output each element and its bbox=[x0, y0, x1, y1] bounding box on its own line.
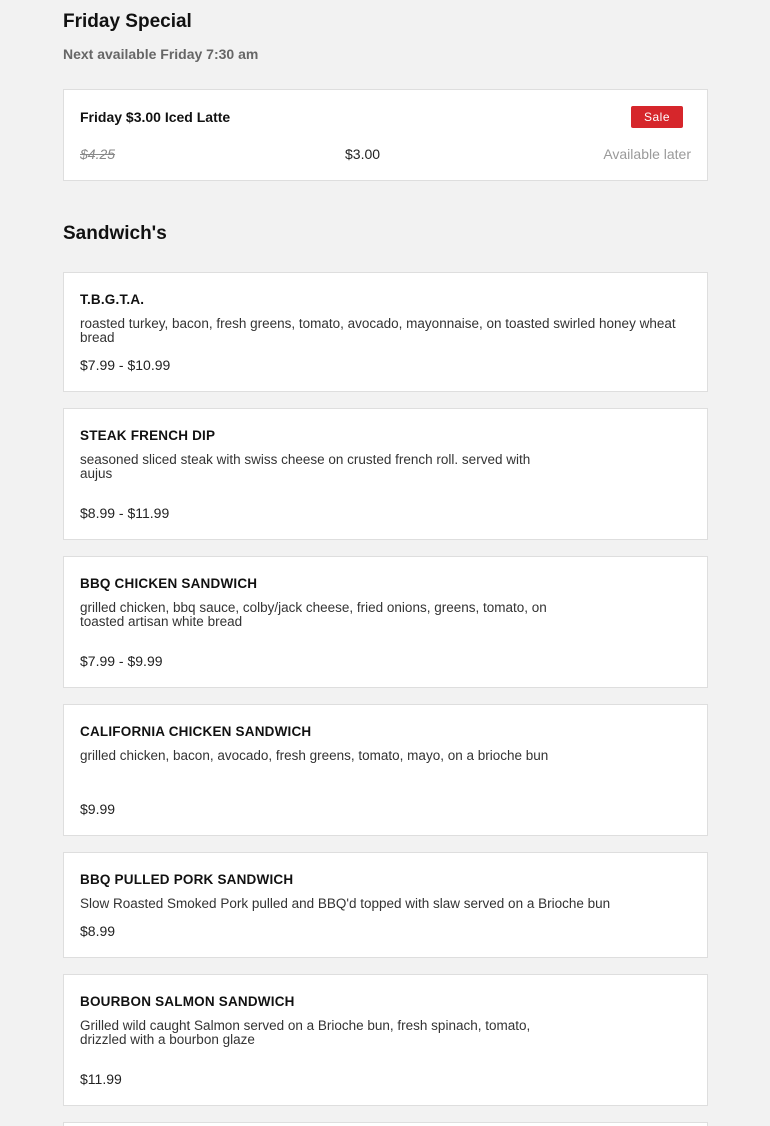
menu-item-name: BBQ PULLED PORK SANDWICH bbox=[80, 872, 294, 887]
menu-item-description: grilled chicken, bbq sauce, colby/jack cheese, fried onions, greens, tomato, on toasted artisan white bread bbox=[80, 600, 547, 629]
menu-item-description: grilled chicken, bacon, avocado, fresh greens, tomato, mayo, on a brioche bun bbox=[80, 748, 549, 763]
menu-item-card[interactable] bbox=[63, 704, 708, 836]
menu-item-name: BBQ CHICKEN SANDWICH bbox=[80, 576, 258, 591]
special-section-title: Friday Special bbox=[63, 11, 192, 32]
special-item-card[interactable] bbox=[63, 89, 708, 181]
menu-item-name: STEAK FRENCH DIP bbox=[80, 428, 216, 443]
menu-item-card[interactable] bbox=[63, 852, 708, 958]
menu-item-price: $11.99 bbox=[80, 1071, 122, 1087]
menu-item-price: $9.99 bbox=[80, 801, 116, 817]
original-price: $4.25 bbox=[80, 146, 116, 162]
special-item-name: Friday $3.00 Iced Latte bbox=[80, 109, 231, 125]
menu-item-price: $8.99 - $11.99 bbox=[80, 505, 170, 521]
menu-item-description: Grilled wild caught Salmon served on a Brioche bun, fresh spinach, tomato, drizzled with a bourbon glaze bbox=[80, 1018, 531, 1047]
menu-item-card[interactable] bbox=[63, 408, 708, 540]
menu-item-price: $8.99 bbox=[80, 923, 116, 939]
menu-item-price: $7.99 - $9.99 bbox=[80, 653, 163, 669]
menu-item-description: seasoned sliced steak with swiss cheese on crusted french roll. served with aujus bbox=[80, 452, 531, 481]
sale-price: $3.00 bbox=[345, 146, 381, 162]
menu-item-card-partial[interactable] bbox=[63, 1122, 708, 1126]
menu-item-card[interactable] bbox=[63, 974, 708, 1106]
menu-item-card[interactable] bbox=[63, 556, 708, 688]
menu-item-description: Slow Roasted Smoked Pork pulled and BBQ'd topped with slaw served on a Brioche bun bbox=[80, 896, 611, 911]
menu-item-name: CALIFORNIA CHICKEN SANDWICH bbox=[80, 724, 312, 739]
menu-item-name: T.B.G.T.A. bbox=[80, 292, 145, 307]
availability-status: Available later bbox=[603, 146, 691, 162]
menu-item-description: roasted turkey, bacon, fresh greens, tomato, avocado, mayonnaise, on toasted swirled honey wheat bread bbox=[80, 316, 676, 345]
menu-item-name: BOURBON SALMON SANDWICH bbox=[80, 994, 295, 1009]
sale-badge: Sale bbox=[631, 106, 683, 128]
sandwiches-section-title: Sandwich's bbox=[63, 223, 167, 244]
special-availability-note: Next available Friday 7:30 am bbox=[63, 46, 259, 62]
menu-item-card[interactable] bbox=[63, 272, 708, 392]
menu-item-price: $7.99 - $10.99 bbox=[80, 357, 171, 373]
